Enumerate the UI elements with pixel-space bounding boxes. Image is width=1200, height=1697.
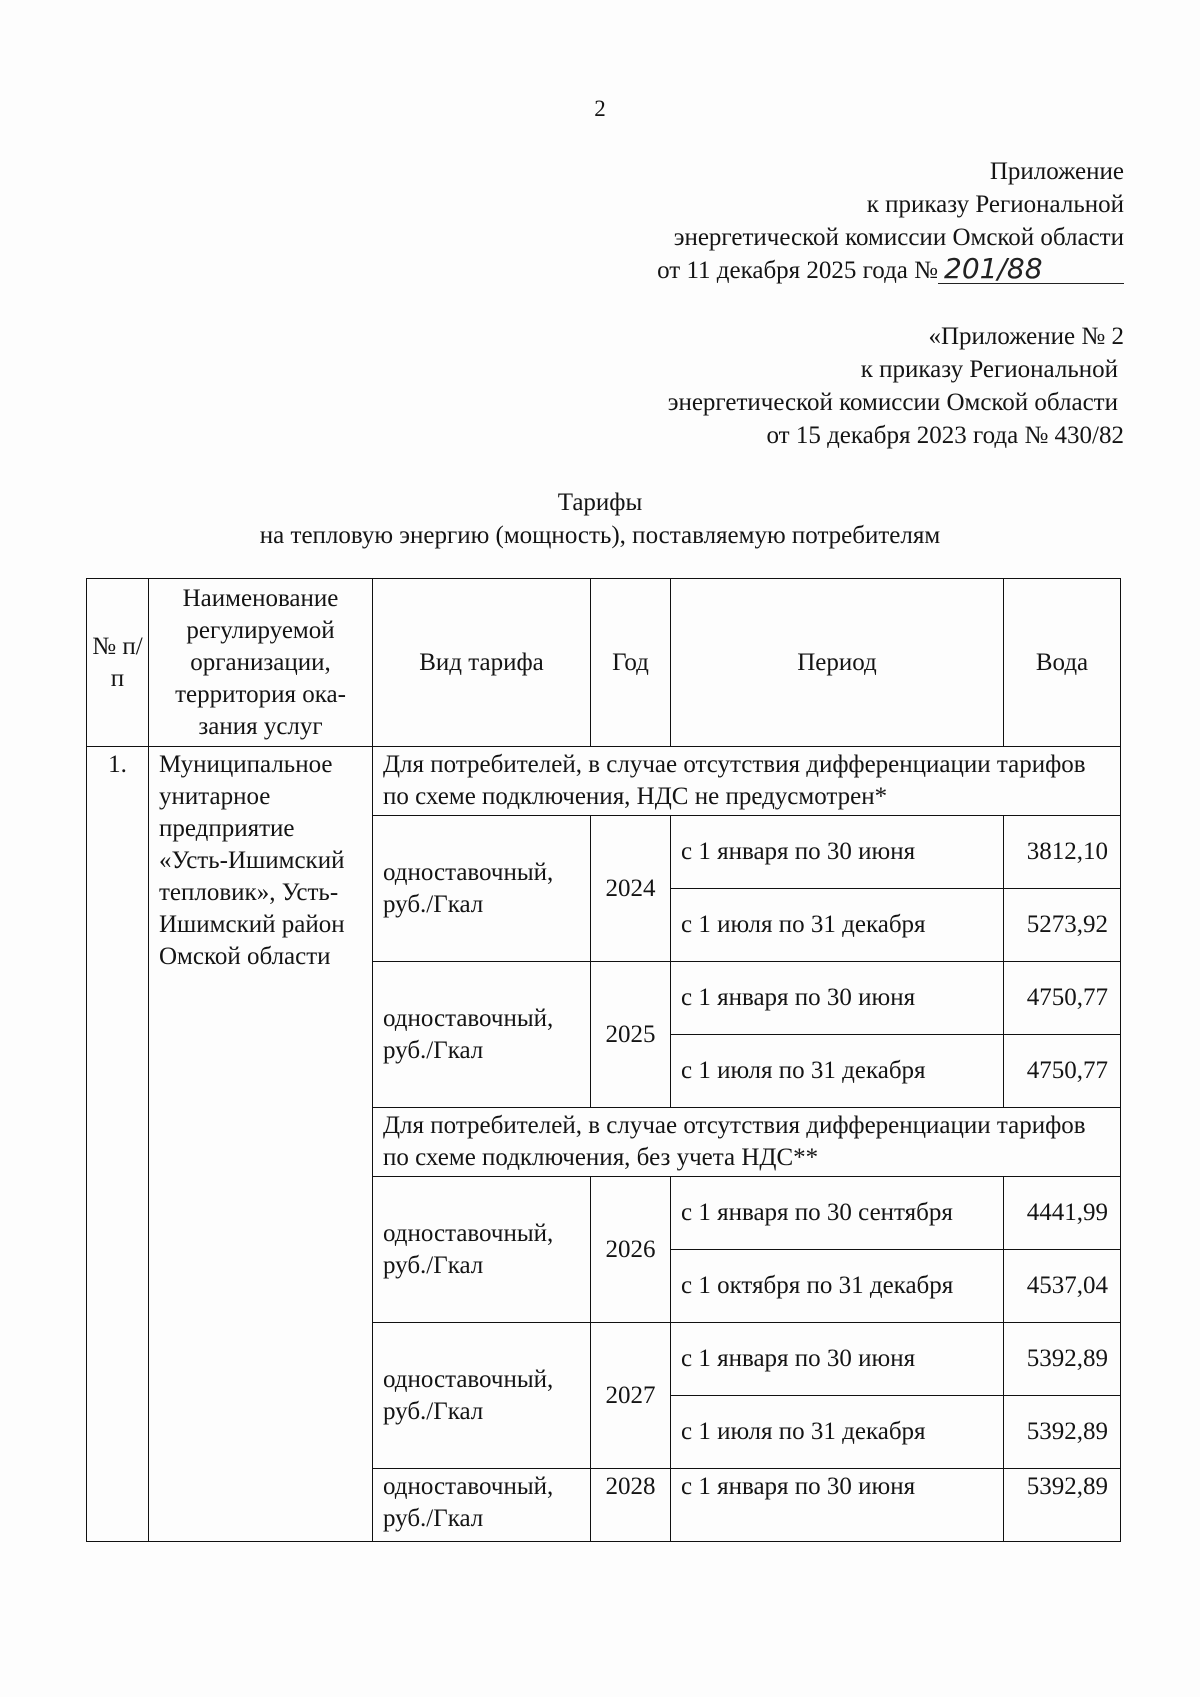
handwritten-order-number: 201/88 — [938, 255, 1124, 284]
attachment-date-line — [657, 254, 1124, 287]
tariff-value: 3812,10 — [1004, 816, 1121, 889]
table-header-row — [87, 579, 1121, 747]
table-row — [87, 747, 1121, 816]
tariff-kind: одноставочный, руб./Гкал — [373, 816, 591, 962]
tariff-value: 5273,92 — [1004, 889, 1121, 962]
tariff-year: 2026 — [591, 1177, 671, 1323]
header-period: Период — [671, 579, 1004, 747]
page-number: 2 — [594, 96, 606, 121]
attachment-line: от 15 декабря 2023 года № 430/82 — [766, 422, 1124, 449]
tariff-period: с 1 января по 30 июня — [671, 1469, 1004, 1542]
row-number: 1. — [87, 747, 149, 1542]
tariff-period: с 1 июля по 31 декабря — [671, 889, 1004, 962]
attachment-date-prefix: от 11 декабря 2025 года № — [657, 257, 938, 284]
tariff-period: с 1 октября по 31 декабря — [671, 1250, 1004, 1323]
tariffs-table — [86, 578, 1121, 1542]
tariff-year: 2024 — [591, 816, 671, 962]
attachment-line: Приложение — [989, 158, 1124, 185]
tariff-kind: одноставочный, руб./Гкал — [373, 1177, 591, 1323]
header-num: № п/п — [87, 579, 149, 747]
tariff-value: 4750,77 — [1004, 962, 1121, 1035]
attachment-line: «Приложение № 2 — [928, 323, 1124, 350]
tariff-year: 2028 — [591, 1469, 671, 1542]
attachment-current-header — [657, 155, 1124, 287]
tariff-period: с 1 января по 30 июня — [671, 962, 1004, 1035]
tariff-value: 4750,77 — [1004, 1035, 1121, 1108]
header-tariff-kind: Вид тарифа — [373, 579, 591, 747]
tariff-year: 2027 — [591, 1323, 671, 1469]
tariff-period: с 1 июля по 31 декабря — [671, 1035, 1004, 1108]
attachment-line: к приказу Региональной — [860, 356, 1118, 383]
tariff-period: с 1 января по 30 сентября — [671, 1177, 1004, 1250]
attachment-line: энергетической комиссии Омской области — [673, 224, 1124, 251]
tariff-value: 5392,89 — [1004, 1396, 1121, 1469]
document-title — [0, 486, 1200, 552]
tariff-period: с 1 января по 30 июня — [671, 816, 1004, 889]
tariff-value: 4537,04 — [1004, 1250, 1121, 1323]
tariff-kind: одноставочный, руб./Гкал — [373, 1323, 591, 1469]
attachment-line: энергетической комиссии Омской области — [667, 389, 1118, 416]
tariff-kind: одноставочный, руб./Гкал — [373, 962, 591, 1108]
tariff-value: 5392,89 — [1004, 1469, 1121, 1542]
title-line-2: на тепловую энергию (мощность), поставляемую потребителям — [259, 522, 941, 549]
group-label: Для потребителей, в случае отсутствия дифференциации тарифов по схеме подключения, без учета НДС** — [373, 1108, 1121, 1177]
organization-name: Муниципальное унитарное предприятие «Усть-Ишимский тепловик», Усть-Ишимский район Омской области — [149, 747, 373, 1542]
header-year: Год — [591, 579, 671, 747]
group-label: Для потребителей, в случае отсутствия дифференциации тарифов по схеме подключения, НДС не предусмотрен* — [373, 747, 1121, 816]
tariff-period: с 1 января по 30 июня — [671, 1323, 1004, 1396]
tariff-value: 4441,99 — [1004, 1177, 1121, 1250]
header-water: Вода — [1004, 579, 1121, 747]
header-organization: Наименование регулируемой организации, территория ока-зания услуг — [149, 579, 373, 747]
tariff-kind: одноставочный, руб./Гкал — [373, 1469, 591, 1542]
attachment-amended-header — [668, 320, 1124, 452]
attachment-line: к приказу Региональной — [866, 191, 1124, 218]
tariff-value: 5392,89 — [1004, 1323, 1121, 1396]
tariff-year: 2025 — [591, 962, 671, 1108]
tariff-period: с 1 июля по 31 декабря — [671, 1396, 1004, 1469]
title-line-1: Тарифы — [557, 489, 643, 516]
